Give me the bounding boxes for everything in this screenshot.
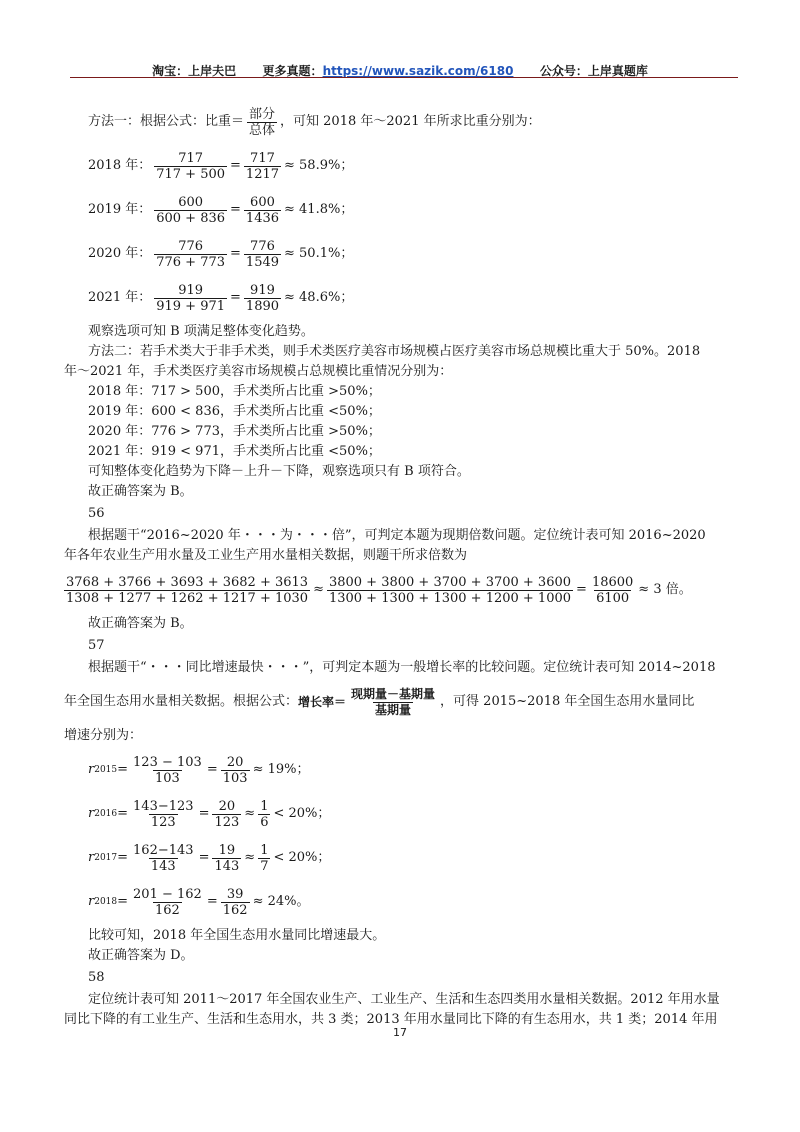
website-link[interactable]: https://www.sazik.com/6180 [322, 64, 514, 78]
shop-label: 淘宝： [152, 64, 189, 78]
q58-line2: 同比下降的有工业生产、生活和生态用水，共 3 类；2013 年用水量同比下降的有生态用水，共 1 类；2014 年用 [64, 1012, 718, 1027]
method2-item: 2021 年：919 < 971，手术类所占比重 <50%； [88, 444, 381, 459]
page-content [64, 98, 748, 1030]
method1-row: 2018 年： $\frac{717}{717 + 500}$ = $\frac{717}{1217}$ ≈ 58.9%； [88, 150, 354, 182]
q57-answer: 故正确答案为 D。 [88, 948, 194, 963]
q57-row: r 2016 = $\frac{143-123}{123}$ = $\frac{20}{123}$ ≈ $\frac{1}{6}$ < 20%； [88, 798, 331, 830]
q56-line1: 根据题干“2016~2020 年・・・为・・・倍”，可判定本题为现期倍数问题。定位统计表可知 2016~2020 [88, 528, 706, 543]
public-name: 上岸真题库 [587, 64, 648, 78]
method2-line1: 方法二：若手术类大于非手术类，则手术类医疗美容市场规模占医疗美容市场总规模比重大于 50%。2018 [88, 344, 701, 359]
method1-intro-a: 方法一：根据公式：比重＝ [88, 114, 245, 129]
method2-line2: 年～2021 年，手术类医疗美容市场规模占总规模比重情况分别为： [64, 364, 453, 379]
shop-name: 上岸夫巴 [188, 64, 237, 78]
method1-conclusion: 观察选项可知 B 项满足整体变化趋势。 [88, 324, 314, 339]
method2-trend: 可知整体变化趋势为下降－上升－下降，观察选项只有 B 项符合。 [88, 464, 470, 479]
q57-conclusion: 比较可知，2018 年全国生态用水量同比增速最大。 [88, 928, 386, 943]
q57-row: r 2018 = $\frac{201 - 162}{162}$ = $\frac{39}{162}$ ≈ 24%。 [88, 886, 310, 918]
q56-answer: 故正确答案为 B。 [88, 616, 193, 631]
ratio-formula: $\frac{\text{部分}}{\text{总体}}$ [249, 106, 276, 138]
question-number: 56 [88, 506, 105, 521]
q57-row: r 2017 = $\frac{162-143}{143}$ = $\frac{19}{143}$ ≈ $\frac{1}{7}$ < 20%； [88, 842, 331, 874]
method2-item: 2020 年：776 > 773，手术类所占比重 >50%； [88, 424, 381, 439]
q57-line3: 增速分别为： [64, 728, 143, 743]
link-label: 更多真题： [262, 64, 323, 78]
method1-intro [88, 102, 748, 142]
q56-equation: $\frac{3768 + 3766 + 3693 + 3682 + 3613}{1308 + 1277 + 1262 + 1217 + 1030}$ ≈ $\frac{3800 + 3800 + 3700 + 3700 + 3600}{1300 + 1300 + 1300 + 1200 + 1000}$ = $\frac{18600}{6100}$ ≈ 3 倍。 [66, 574, 692, 606]
question-number: 57 [88, 638, 105, 653]
q57-line1: 根据题干“・・・同比增速最快・・・”，可判定本题为一般增长率的比较问题。定位统计表可知 2014~2018 [88, 660, 716, 675]
method1-row: 2021 年： $\frac{919}{919 + 971}$ = $\frac{919}{1890}$ ≈ 48.6%； [88, 282, 354, 314]
q57-row: r 2015 = $\frac{123 - 103}{103}$ = $\frac{20}{103}$ ≈ 19%； [88, 754, 310, 786]
page-number: 17 [393, 1026, 407, 1039]
q58-line1: 定位统计表可知 2011～2017 年全国农业生产、工业生产、生活和生态四类用水量相关数据。2012 年用水量 [88, 992, 720, 1007]
q56-line2: 年各年农业生产用水量及工业生产用水量相关数据，则题干所求倍数为 [64, 548, 468, 563]
public-label: 公众号： [539, 64, 588, 78]
method1-row: 2019 年： $\frac{600}{600 + 836}$ = $\frac{600}{1436}$ ≈ 41.8%； [88, 194, 354, 226]
method1-intro-b: ，可知 2018 年～2021 年所求比重分别为： [280, 114, 541, 129]
method2-item: 2019 年：600 < 836，手术类所占比重 <50%； [88, 404, 381, 419]
q57-formula-line: 年全国生态用水量相关数据。根据公式： 增长率＝ $\frac{\text{现期量－基期量}}{\text{基期量}}$ ，可得 2015~2018 年全国生态用水量同比 [64, 686, 695, 717]
method1-row: 2020 年： $\frac{776}{776 + 773}$ = $\frac{776}{1549}$ ≈ 50.1%； [88, 238, 354, 270]
header-rule [70, 77, 738, 78]
question-number: 58 [88, 970, 105, 985]
method2-item: 2018 年：717 > 500，手术类所占比重 >50%； [88, 384, 381, 399]
method2-answer: 故正确答案为 B。 [88, 484, 193, 499]
